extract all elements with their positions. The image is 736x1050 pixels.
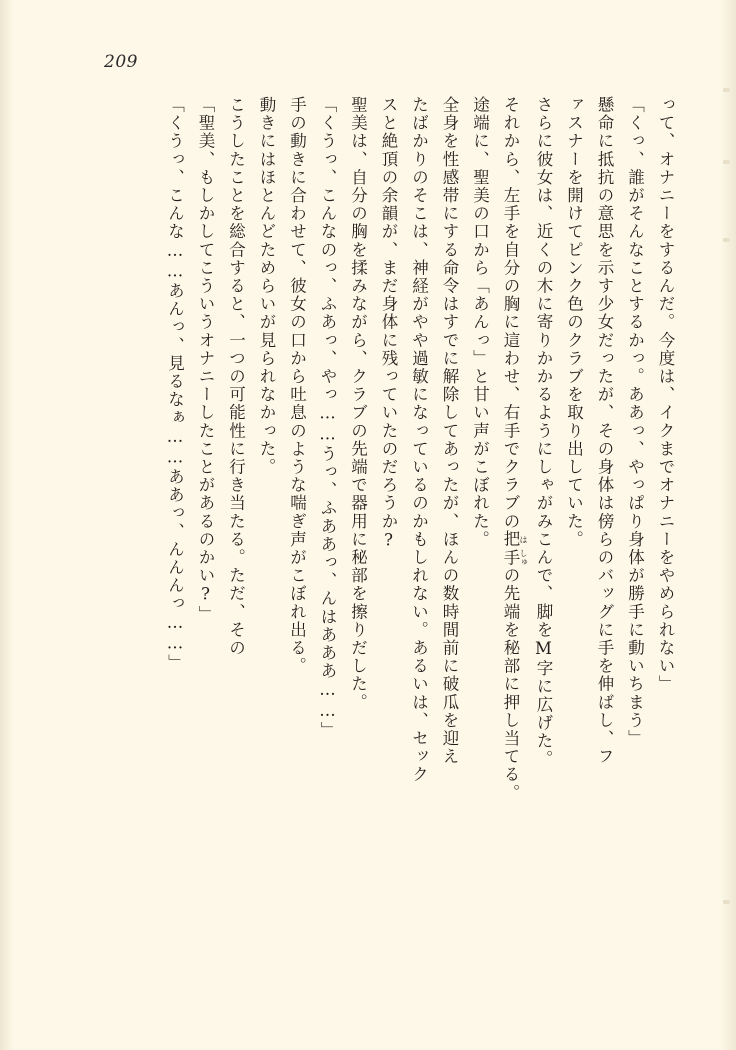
ruby-shu: 手 しゅ — [501, 548, 528, 567]
paragraph: 懸命に抵抗の意思を示す少女だったが、その身体は傍らのバッグに手を伸ばし、フ — [595, 96, 614, 766]
paragraph: ァスナーを開けてピンク色のクラブを取り出していた。 — [564, 96, 584, 549]
paragraph-text-before-ruby: それから、左手を自分の胸に這わせ、右手でクラブの — [501, 96, 520, 531]
paper-edge-mark — [723, 900, 730, 904]
paragraph: 「くうっ、こんな……あんっ、見るなぁ……ああっ、んんんっ……」 — [165, 96, 185, 673]
body-text — [60, 96, 680, 996]
paragraph: こうしたことを総合すると、一つの可能性に行き当たる。ただ、その — [226, 96, 246, 658]
paper-edge-mark — [723, 88, 730, 92]
paper-edge-mark — [723, 238, 730, 242]
paragraph: さらに彼女は、近くの木に寄りかかるようにしゃがみこんで、脚をM字に広げた。 — [534, 96, 553, 769]
paragraph: 「くうっ、こんなのっ、ふあっ、やっ……うっ、ふああっ、んはあああ……」 — [318, 96, 337, 740]
paragraph-with-ruby — [495, 96, 528, 996]
paragraph: 「くっ、誰がそんなことするかっ。ああっ、やっぱり身体が勝手に動いちまう」 — [625, 96, 645, 748]
paragraph: 途端に、聖美の口から「あんっ」と甘い声がこぼれた。 — [470, 96, 490, 549]
paragraph: たばかりのそこは、神経がやや過敏になっているのかもしれない。あるいは、セック — [409, 96, 429, 784]
ruby-ha: 把 は — [501, 530, 528, 549]
paragraph: スと絶頂の余韻が、まだ身体に残っていたのだろうか? — [379, 96, 398, 551]
paper-edge-mark — [723, 160, 730, 164]
paragraph-text-after-ruby: の先端を秘部に押し当てる。 — [501, 566, 520, 802]
page-number: 209 — [104, 52, 138, 72]
paragraph: って、オナニーをするんだ。今度は、イクまでオナニーをやめられない」 — [656, 96, 675, 694]
paragraph: 手の動きに合わせて、彼女の口から吐息のような喘ぎ声がこぼれ出る。 — [287, 96, 307, 676]
paragraph: 動きにはほとんどためらいが見られなかった。 — [257, 96, 276, 477]
paragraph: 全身を性感帯にする命令はすでに解除してあったが、ほんの数時間前に破瓜を迎え — [440, 96, 459, 766]
paragraph: 聖美は、自分の胸を揉みながら、クラブの先端で器用に秘部を擦りだした。 — [348, 96, 368, 712]
paragraph: 「聖美、もしかしてこういうオナニーしたことがあるのかい?」 — [196, 96, 215, 624]
